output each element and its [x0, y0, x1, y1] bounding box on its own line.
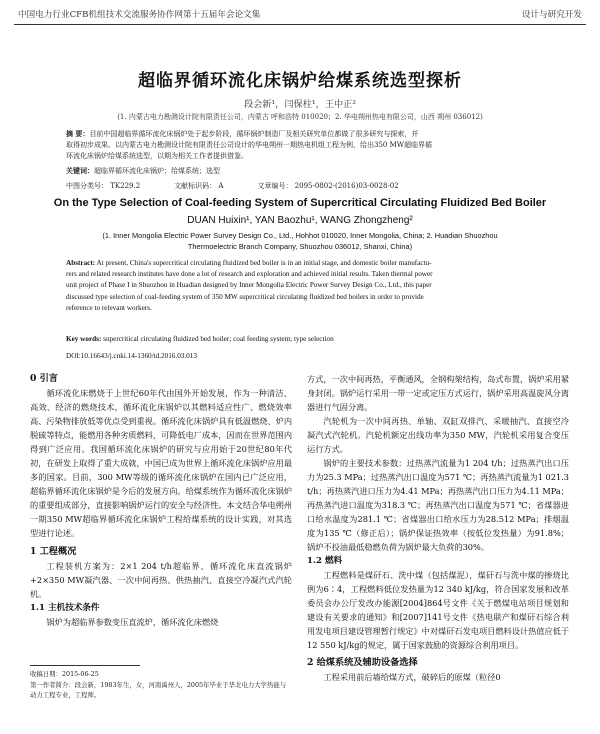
footnote-rule [30, 665, 140, 666]
running-header-right: 设计与研究开发 [521, 10, 582, 20]
running-header-left: 中国电力行业CFB机组技术交流服务协作网第十五届年会论文集 [18, 10, 261, 20]
right-paragraph-4: 工程燃料是煤矸石、洗中煤（包括煤泥），煤矸石与洗中煤的掺烧比例为6∶4，工程燃料低位发热量为12 340 kJ/kg，符合国家发展和改革委员会办公厅发改办能源[2004]864号文件《关于燃煤电站项目规划和建设有关要求的通知》和[2007]141号文件《热电联产和煤矸石综合利用发电项目建设管理暂行规定》中对煤矸石发电项目燃料设计热值应低于12 550 kJ/kg的规定，属于国家鼓励的资源综合利用项目。 [307, 570, 570, 650]
title-en: On the Type Selection of Coal-feeding System of Supercritical Circulating Fluidized Bed Boiler [53, 197, 547, 209]
right-paragraph-5: 工程采用前后墙给煤方式，破碎后的原煤（粒径0 [323, 672, 501, 682]
right-paragraph-3: 锅炉的主要技术参数：过热蒸汽流量为1 204 t/h；过热蒸汽出口压力为25.3 MPa；过热蒸汽出口温度为571 ℃；再热蒸汽流量为1 021.3 t/h；再热蒸汽进口压力为4.41 MPa；再热蒸汽出口压力为4.11 MPa；再热蒸汽进口温度为318.3 ℃；再热蒸汽出口温度为571 ℃；省煤器进口给水温度为281.1 ℃；省煤器出口给水压力为28.512 MPa；排烟温度为135 ℃（修正后）；锅炉保证热效率（按低位发热量）为91.8%；锅炉不投油最低稳燃负荷为锅炉最大负荷的30%。 [307, 458, 569, 552]
abstract-en-line1: At present, China's supercritical circulating fluidized bed boiler is in an initial stage, and domestic boiler manufactu- [96, 259, 432, 267]
keywords-en-text: supercritical circulating fluidized bed boiler; coal feeding system; type selection [103, 335, 334, 343]
right-paragraph-2: 汽轮机为一次中间再热、单轴、双缸双排汽、采暖抽汽、直接空冷凝汽式汽轮机。汽轮机额定出线功率为350 MW，汽轮机采用复合变压运行方式。 [307, 416, 569, 454]
keywords-en [66, 335, 546, 343]
header-rule [14, 24, 586, 25]
keywords-zh-label: 关键词： [66, 166, 94, 175]
classification-meta [66, 181, 566, 191]
section-1-paragraph: 工程装机方案为：2×1 204 t/h超临界、循环流化床直流锅炉+2×350 MW凝汽器、一次中间再热、供热抽汽、直接空冷凝汽式汽轮机。 [30, 561, 292, 599]
section-2-heading: 2 给煤系统及辅助设备选择 [307, 657, 418, 668]
abstract-zh-label: 摘 要： [66, 129, 90, 138]
doi: DOI:10.16643/j.cnki.14-1360/td.2016.03.013 [66, 352, 197, 360]
abstract-zh-line3: 环流化床锅炉给煤系统选型，以期为相关工作者提供借鉴。 [66, 151, 248, 160]
right-paragraph-1: 方式，一次中间再热，平衡通风，全钢构架结构，岛式布置，锅炉采用紧身封闭。锅炉运行采用一带一定或定压方式运行，锅炉采用高温旋风分离器进行气固分离。 [307, 374, 570, 412]
affiliations-en-line2: Thermoelectric Branch Company, Shuozhou 036012, Shanxi, China) [187, 242, 413, 251]
section-1-heading: 1 工程概况 [30, 546, 77, 557]
article-number: 文章编号： 2095-0802-(2016)03-0028-02 [257, 182, 399, 190]
abstract-zh [66, 129, 536, 161]
clc-number: 中图分类号： TK229.2 [66, 182, 141, 190]
body-right-column [307, 372, 569, 684]
abstract-en-label: Abstract: [66, 259, 96, 267]
abstract-en-line5: reference to relevant workers. [66, 303, 152, 312]
authors-zh: 段会新¹，闫保柱¹，王中正² [243, 99, 357, 110]
body-left-column [30, 372, 292, 629]
abstract-zh-line1: 目前中国超临界循环流化床锅炉处于起步阶段，循环锅炉制造厂及相关研究单位都做了很多研究与探索，并 [89, 130, 419, 138]
keywords-zh [66, 166, 536, 176]
section-0-paragraph: 循环流化床燃烧于上世纪60年代由国外开始发展，作为一种清洁、高效、经济的燃烧技术，循环流化床锅炉以其燃料适应性广、燃烧效率高、污染物排放低等优点受到重视。循环流化床锅炉具有低温燃烧、炉内脱硫等特点，能燃用各种劣质燃料，可降低电厂成本，因而在世界范围内得到广泛应用。我国循环流化床锅炉的研究与应用始于20世纪80年代初，在研发上取得了重大成就，中国已成为世界上循环流化床锅炉应用最多的国家。目前，300 MW等级的循环流化床锅炉在国内已广泛应用，超临界循环流化床锅炉是今后的发展方向。给煤系统作为循环流化床锅炉的重要组成部分，直接影响锅炉运行的安全与经济性。本文结合华电朔州一期350 MW超临界循环流化床锅炉工程给煤系统的设计实践，对其选型进行论述。 [30, 388, 293, 538]
abstract-en-line4: discussed type selection of coal-feeding system of 350 MW supercritical circulating fluidized bed boilers in order to provide [66, 292, 424, 301]
affiliations-en-line1: (1. Inner Mongolia Electric Power Survey Design Co., Ltd., Hohhot 010020, Inner Mongolia, China; 2. Huadian Shuozhou [102, 231, 498, 240]
abstract-en-line2: rers and related research institutes have done a lot of research and exploration and achieved initial results. Taken thermal power [66, 270, 433, 279]
section-1-1-paragraph: 锅炉为超临界参数变压直流炉，循环流化床燃烧 [46, 617, 219, 627]
document-code: 文献标识码： A [174, 182, 224, 190]
keywords-en-label: Key words: [66, 335, 102, 343]
abstract-en [66, 258, 546, 314]
footnote-received: 收稿日期：2015-06-25 [30, 670, 99, 678]
abstract-zh-line2: 取得初步成果。以内蒙古电力勘测设计院有限责任公司设计的华电朔州一期热电机组工程为例，给出350 MW超临界循 [66, 140, 432, 149]
footnote-author-info: 第一作者简介：段会新，1983年生，女，河南禹州人，2005年毕业于华北电力大学热能与动力工程专业，工程师。 [30, 681, 287, 699]
title-zh: 超临界循环流化床锅炉给煤系统选型探析 [138, 71, 462, 91]
abstract-en-line3: unit project of Phase I in Shuozhou in Huadian designed by Inner Mongolia Electric Power Survey Design Co., Ltd., this paper [66, 281, 432, 290]
section-1-2-heading: 1.2 燃料 [307, 556, 343, 566]
authors-en: DUAN Huixin¹, YAN Baozhu¹, WANG Zhongzheng² [187, 215, 413, 226]
affiliations-zh: (1. 内蒙古电力勘测设计院有限责任公司，内蒙古 呼和浩特 010020；2. 华电朔州热电有限公司，山西 朔州 036012) [117, 113, 483, 121]
section-1-1-heading: 1.1 主机技术条件 [30, 603, 100, 613]
section-0-heading: 0 引言 [30, 373, 58, 384]
keywords-zh-text: 超临界循环流化床锅炉；给煤系统；选型 [94, 167, 220, 175]
